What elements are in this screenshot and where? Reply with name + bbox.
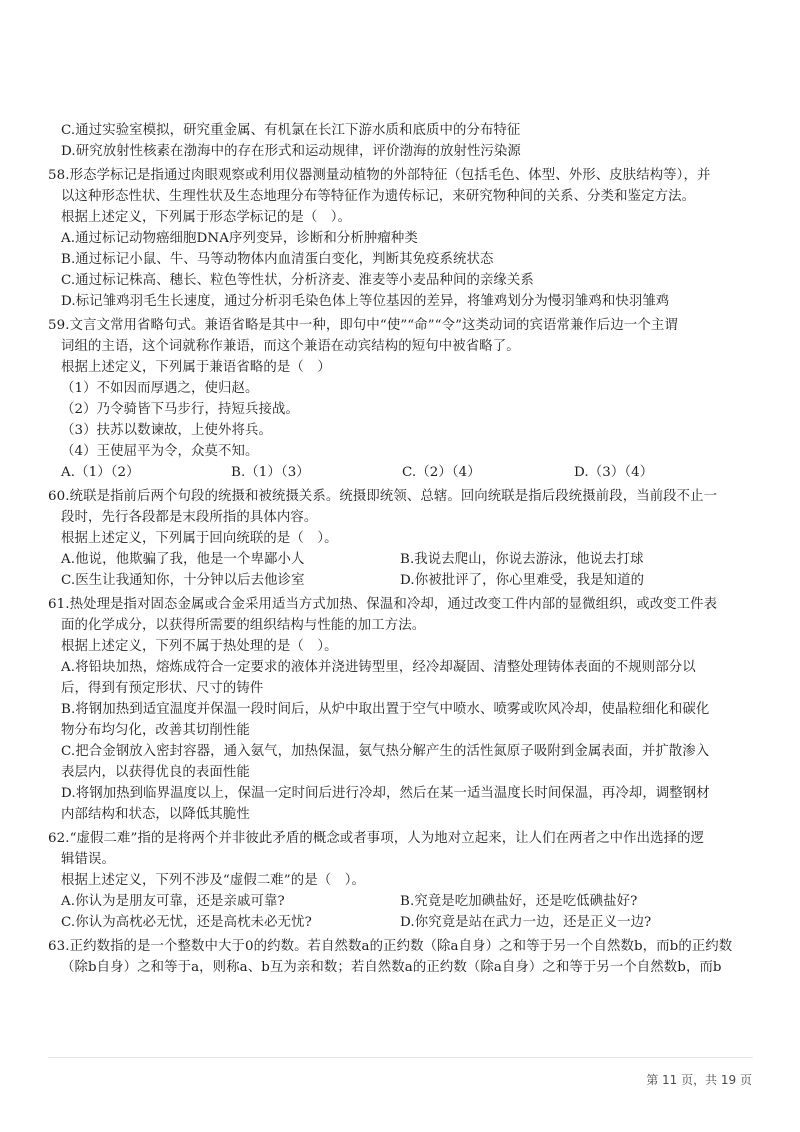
question-stem: 60.统联是指前后两个句段的统摄和被统摄关系。统摄即统领、总辖。回向统联是指后段统摄前段，当前段不止一 [48,489,718,504]
question-58 [48,165,748,312]
sentence-item: （3）扶苏以数谏故，上使外将兵。 [61,423,272,438]
option-a: A.将铅块加热，熔炼成符合一定要求的液体并浇进铸型里，经冷却凝固、清整处理铸体表面的不规则部分以 [61,660,696,675]
question-stem: 以这种形态性状、生理性状及生态地理分布等特征作为遗传标记，来研究物种间的关系、分类和鉴定方法。 [61,189,696,204]
options-row [48,570,748,591]
question-stem: （除b自身）之和等于a，则称a、b互为亲和数；若自然数a的正约数（除a自身）之和等于另一个自然数b，而b [61,960,722,975]
question-stem: 62.“虚假二难”指的是将两个并非彼此矛盾的概念或者事项，人为地对立起来，让人们在两者之中作出选择的逻 [48,831,705,846]
option-a-cont: 后，得到有预定形状、尺寸的铸件 [61,681,264,696]
question-prompt: 根据上述定义，下列属于回向统联的是（ ）。 [61,531,338,546]
question-prompt: 根据上述定义，下列属于兼语省略的是（ ） [61,360,331,375]
options-row [48,912,748,933]
option-b: B.究竟是吃加碘盐好，还是吃低碘盐好? [400,894,638,909]
question-stem: 59.文言文常用省略句式。兼语省略是其中一种，即句中“使”“命”“令”这类动词的宾语常兼作后边一个主谓 [48,318,678,333]
question-stem: 63.正约数指的是一个整数中大于0的约数。若自然数a的正约数（除a自身）之和等于另一个自然数b，而b的正约数 [48,939,733,954]
option-c: C.医生让我通知你，十分钟以后去他诊室 [61,573,305,588]
option-b: B.（1）（3） [231,465,310,480]
option-b: B.我说去爬山，你说去游泳，他说去打球 [400,552,644,567]
option-d: D.（3）（4） [574,465,654,480]
options-row [48,549,748,570]
question-prompt: 根据上述定义，下列属于形态学标记的是（ ）。 [61,210,352,225]
question-prompt: 根据上述定义，下列不涉及“虚假二难”的是（ ）。 [61,873,365,888]
option-c: C.通过标记株高、穗长、粒色等性状，分析济麦、淮麦等小麦品种间的亲缘关系 [61,273,534,288]
option-c: C.你认为高枕必无忧，还是高枕未必无忧? [61,915,312,930]
question-stem: 词组的主语，这个词就称作兼语，而这个兼语在动宾结构的短句中被省略了。 [61,339,520,354]
option-b: B.通过标记小鼠、牛、马等动物体内血清蛋白变化，判断其免疫系统状态 [61,252,494,267]
option-a: A.通过标记动物癌细胞DNA序列变异，诊断和分析肿瘤种类 [61,231,418,246]
option-a: A.他说，他欺骗了我，他是一个卑鄙小人 [61,552,305,567]
question-prompt: 根据上述定义，下列不属于热处理的是（ ）。 [61,639,338,654]
option-a: A.你认为是朋友可靠，还是亲戚可靠? [61,894,285,909]
question-stem: 61.热处理是指对固态金属或合金采用适当方式加热、保温和冷却，通过改变工件内部的显微组织，或改变工件表 [48,597,718,612]
option-d: D.你究竟是站在武力一边，还是正义一边? [400,915,652,930]
question-60 [48,486,748,591]
question-stem: 段时，先行各段都是末段所指的具体内容。 [61,510,318,525]
sentence-item: （1）不如因而厚遇之，使归赵。 [61,381,259,396]
question-stem: 辑错误。 [61,852,115,867]
page-number: 第 11 页，共 19 页 [646,1073,752,1087]
option-c: C.通过实验室模拟，研究重金属、有机氯在长江下游水质和底质中的分布特征 [61,123,521,138]
option-d: D.标记雏鸡羽毛生长速度，通过分析羽毛染色体上等位基因的差异，将雏鸡划分为慢羽雏鸡和快羽雏鸡 [61,294,670,309]
question-stem: 58.形态学标记是指通过肉眼观察或利用仪器测量动植物的外部特征（包括毛色、体型、外形、皮肤结构等），并 [48,168,711,183]
option-d: D.将钢加热到临界温度以上，保温一定时间后进行冷却，然后在某一适当温度长时间保温，再冷却，调整钢材 [61,786,710,801]
option-d-cont: 内部结构和状态，以降低其脆性 [61,807,250,822]
options-row [48,462,748,483]
option-d: D.你被批评了，你心里难受，我是知道的 [400,573,645,588]
option-c: C.把合金钢放入密封容器，通入氨气，加热保温，氨气热分解产生的活性氮原子吸附到金属表面，并扩散渗入 [61,744,710,759]
option-a: A.（1）（2） [61,465,140,480]
question-63 [48,936,748,978]
footer-divider [48,1057,753,1058]
option-d: D.研究放射性核素在渤海中的存在形式和运动规律，评价渤海的放射性污染源 [61,144,521,159]
option-c: C.（2）（4） [402,465,481,480]
question-59 [48,315,748,483]
question-61 [48,594,748,825]
page-content [48,120,748,978]
sentence-item: （4）王使屈平为令，众莫不知。 [61,444,259,459]
question-62 [48,828,748,933]
sentence-item: （2）乃令骑皆下马步行，持短兵接战。 [61,402,299,417]
option-b: B.将钢加热到适宜温度并保温一段时间后，从炉中取出置于空气中喷水、喷雾或吹风冷却，使晶粒细化和碳化 [61,702,710,717]
option-c-cont: 表层内，以获得优良的表面性能 [61,765,250,780]
options-row [48,891,748,912]
question-stem: 面的化学成分，以获得所需要的组织结构与性能的加工方法。 [61,618,426,633]
option-b-cont: 物分布均匀化，改善其切削性能 [61,723,250,738]
